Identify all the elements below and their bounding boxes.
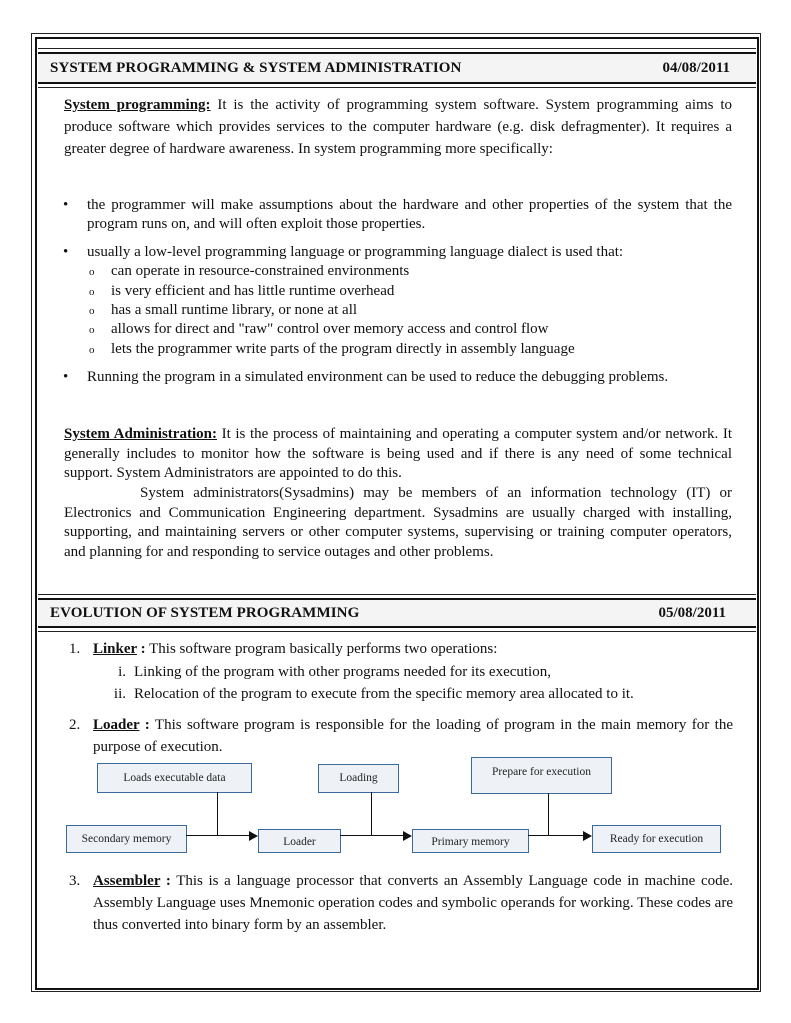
- circle-bullet-icon: o: [89, 305, 95, 317]
- section-title: SYSTEM PROGRAMMING & SYSTEM ADMINISTRATION: [50, 60, 462, 76]
- system-administration-term: System Administration:: [64, 426, 217, 442]
- bullet-icon: •: [63, 197, 69, 213]
- bullet-icon: •: [63, 244, 69, 260]
- circle-bullet-icon: o: [89, 344, 95, 356]
- diagram-box-loader: Loader: [258, 829, 341, 853]
- circle-bullet-icon: o: [89, 324, 95, 336]
- system-administration-definition: It is the process of maintaining and operating a computer system and/or network. It generally includes to monitor how the software is being used and if there is any need of some technical support. System Administrators are appointed to do this.: [64, 426, 732, 481]
- numbered-item-linker: 1. Linker : This software program basically performs two operations:: [69, 641, 498, 657]
- diagram-box-loading: Loading: [318, 764, 399, 793]
- system-administration-paragraph: [64, 425, 732, 484]
- sub-list-item: o is very efficient and has little runtime overhead: [111, 282, 394, 301]
- section-date: 05/08/2011: [658, 605, 726, 621]
- arrow-right-icon: [403, 831, 412, 841]
- diagram-arrow-line: [340, 835, 404, 836]
- sub-list-item: o can operate in resource-constrained environments: [111, 262, 409, 281]
- system-programming-definition: It is the activity of programming system software. System programming aims to produce software which provides services to the computer hardware (e.g. disk defragmenter). It requires a greater degree of hardware awareness. In system programming more specifically:: [64, 97, 732, 157]
- system-programming-term: System programming:: [64, 97, 211, 113]
- section-date: 04/08/2011: [662, 60, 730, 76]
- linker-subitem: ii. Relocation of the program to execute from the specific memory area allocated to it.: [113, 686, 634, 702]
- linker-subitem: i. Linking of the program with other programs needed for its execution,: [118, 664, 551, 680]
- bullet-icon: •: [63, 369, 69, 385]
- circle-bullet-icon: o: [89, 286, 95, 298]
- bullet-item: • usually a low-level programming language or programming language dialect is used that:: [63, 244, 624, 260]
- numbered-item-loader: 2. Loader : This software program is responsible for the loading of program in the main memory for the purpose of execution.: [69, 717, 734, 755]
- diagram-arrow-line: [528, 835, 584, 836]
- circle-bullet-icon: o: [89, 266, 95, 278]
- section-title: EVOLUTION OF SYSTEM PROGRAMMING: [50, 605, 360, 621]
- diagram-box-secondary-memory: Secondary memory: [66, 825, 187, 853]
- diagram-connector: [371, 792, 372, 835]
- diagram-box-loads-executable-data: Loads executable data: [97, 763, 252, 793]
- diagram-connector: [217, 792, 218, 835]
- diagram-box-ready-for-execution: Ready for execution: [592, 825, 721, 853]
- sub-list-item: o has a small runtime library, or none at all: [111, 301, 357, 320]
- sub-list-item: o lets the programmer write parts of the program directly in assembly language: [111, 340, 575, 359]
- system-programming-paragraph: [64, 94, 732, 160]
- diagram-connector: [548, 793, 549, 835]
- arrow-right-icon: [249, 831, 258, 841]
- bullet-item: • Running the program in a simulated environment can be used to reduce the debugging problems.: [63, 369, 669, 385]
- arrow-right-icon: [583, 831, 592, 841]
- section-header-system-programming: [38, 52, 756, 84]
- bullet-item: • the programmer will make assumptions about the hardware and other properties of the system that the program runs on, and will often exploit those properties.: [63, 197, 732, 232]
- sysadmin-paragraph: System administrators(Sysadmins) may be members of an information technology (IT) or Electronics and Communication Engineering department. Sysadmins are usually charged with installing, supporting, and maintaining servers or other computer systems, supervising or training computer operators, and planning for and responding to service outages and other problems.: [64, 485, 732, 560]
- sub-list-item: o allows for direct and "raw" control over memory access and control flow: [111, 320, 549, 339]
- diagram-box-prepare-for-execution: Prepare for execution: [471, 757, 612, 794]
- section-header-evolution: [38, 598, 756, 628]
- diagram-box-primary-memory: Primary memory: [412, 829, 529, 853]
- numbered-item-assembler: 3. Assembler : This is a language processor that converts an Assembly Language code in machine code. Assembly Language uses Mnemonic operation codes and symbolic operands for working. These codes are thus converted into binary form by an assembler.: [69, 873, 734, 933]
- diagram-arrow-line: [186, 835, 250, 836]
